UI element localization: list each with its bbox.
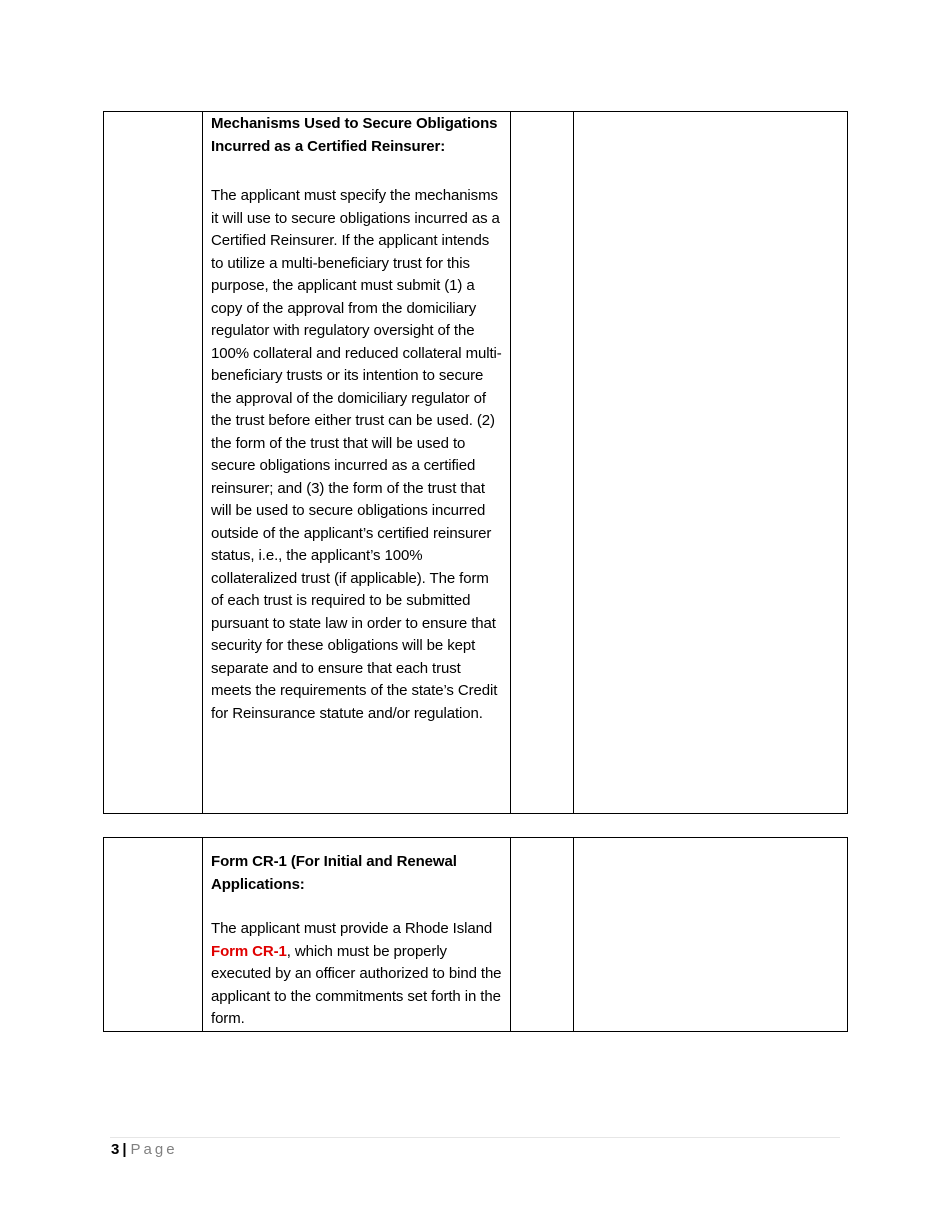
page-separator: | <box>122 1141 127 1158</box>
empty-cell-check <box>511 838 574 1032</box>
requirement-table-form-cr1 <box>103 837 848 1032</box>
empty-cell-left <box>104 838 203 1032</box>
section-body <box>211 918 504 1031</box>
body-text-after-link: , which must be properly executed by an officer authorized to bind the applicant to the commitments set forth in the form. <box>211 942 502 1027</box>
requirement-description-cell <box>203 112 511 814</box>
footer-divider <box>110 1137 840 1138</box>
empty-cell-left <box>104 112 203 814</box>
empty-cell-comments <box>574 112 848 814</box>
section-heading: Mechanisms Used to Secure Obligations Incurred as a Certified Reinsurer: <box>211 115 498 155</box>
page-label: Page <box>130 1141 178 1158</box>
requirement-description-cell <box>203 838 511 1032</box>
page-number: 3 <box>111 1141 120 1158</box>
form-cr1-link[interactable]: Form CR-1 <box>211 942 287 960</box>
section-heading: Form CR-1 (For Initial and Renewal Applications: <box>211 853 457 893</box>
empty-cell-comments <box>574 838 848 1032</box>
section-body: The applicant must specify the mechanisms it will use to secure obligations incurred as a Certified Reinsurer. If the applicant intends to utilize a multi-beneficiary trust for this purpose, the applicant must submit (1) a copy of the approval from the domiciliary regulator with regulatory oversight of the 100% collateral and reduced collateral multi-beneficiary trusts or its intention to secure the approval of the domiciliary regulator of the trust before either trust can be used. (2) the form of the trust that will be used to secure obligations incurred as a certified reinsurer; and (3) the form of the trust that will be used to secure obligations incurred outside of the applicant’s certified reinsurer status, i.e., the applicant’s 100% collateralized trust (if applicable). The form of each trust is required to be submitted pursuant to state law in order to ensure that security for these obligations will be kept separate and to ensure that each trust meets the requirements of the state’s Credit for Reinsurance statute and/or regulation. <box>211 187 502 722</box>
requirement-table-mechanisms <box>103 111 848 814</box>
page-footer <box>111 1140 178 1160</box>
empty-cell-check <box>511 112 574 814</box>
body-text-before-link: The applicant must provide a Rhode Island <box>211 920 493 937</box>
table-row <box>104 838 848 1032</box>
table-row <box>104 112 848 814</box>
